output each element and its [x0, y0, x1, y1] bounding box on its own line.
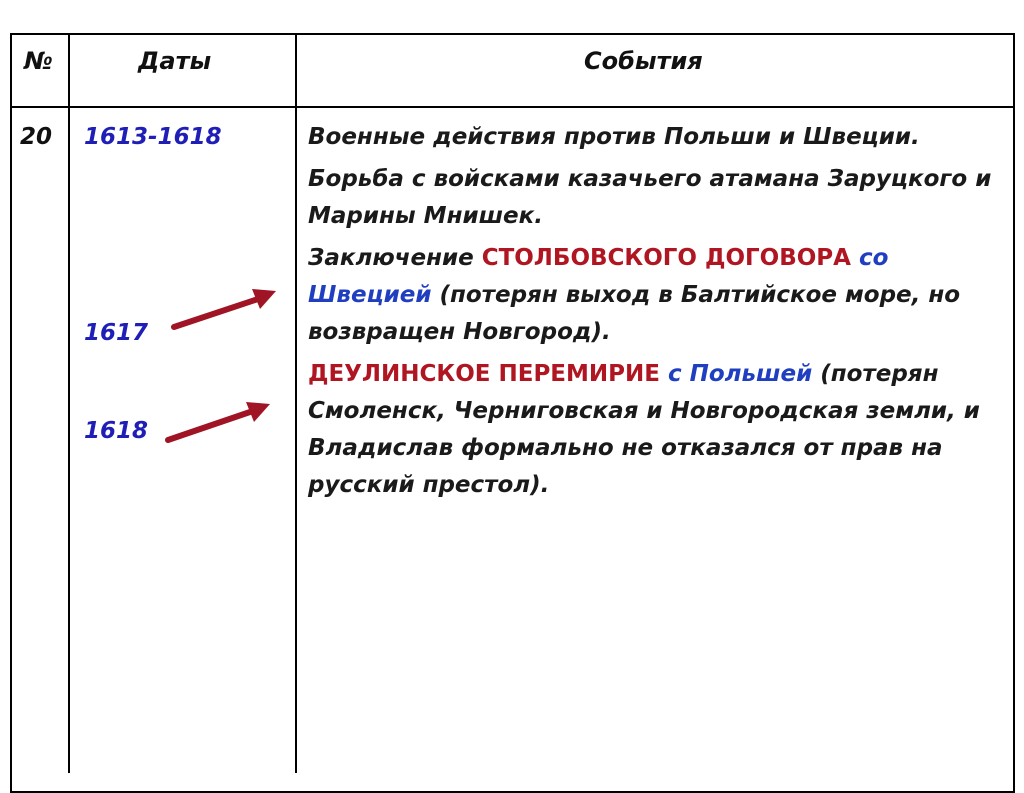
arrow-1618-icon [162, 398, 282, 448]
event-deulino-detail: (потерян Смоленск, Черниговская и Новгородская земли, и Владислав формально не отказался от прав на русский престол). [308, 361, 980, 498]
event-stolbovo-lead: Заключение [308, 245, 482, 271]
event-stolbovo [308, 240, 1008, 351]
date-range: 1613-1618 [84, 124, 222, 150]
header-num: № [24, 47, 53, 75]
event-zarutsky: Борьба с войсками казачьего атамана Заруцкого и Марины Мнишек. [308, 166, 992, 229]
header-divider [10, 106, 1015, 108]
arrow-1617-icon [168, 285, 288, 335]
date-1618: 1618 [84, 418, 149, 444]
stolbovo-party: со Швецией [308, 245, 889, 308]
column-divider-num [68, 33, 70, 773]
header-dates: Даты [138, 47, 212, 75]
date-1617: 1617 [84, 320, 149, 346]
event-war: Военные действия против Польши и Швеции. [308, 124, 920, 150]
row-number: 20 [20, 124, 53, 150]
event-deulino [308, 356, 1008, 504]
header-events: События [584, 47, 703, 75]
event-stolbovo-detail: (потерян выход в Балтийское море, но возвращен Новгород). [308, 282, 961, 345]
deulino-truce-title: ДЕУЛИНСКОЕ ПЕРЕМИРИЕ [308, 361, 660, 387]
column-divider-dates [295, 33, 297, 773]
stolbovo-treaty-title: СТОЛБОВСКОГО ДОГОВОРА [481, 245, 851, 271]
events-cell [308, 119, 1008, 509]
deulino-party: с Польшей [659, 361, 813, 387]
